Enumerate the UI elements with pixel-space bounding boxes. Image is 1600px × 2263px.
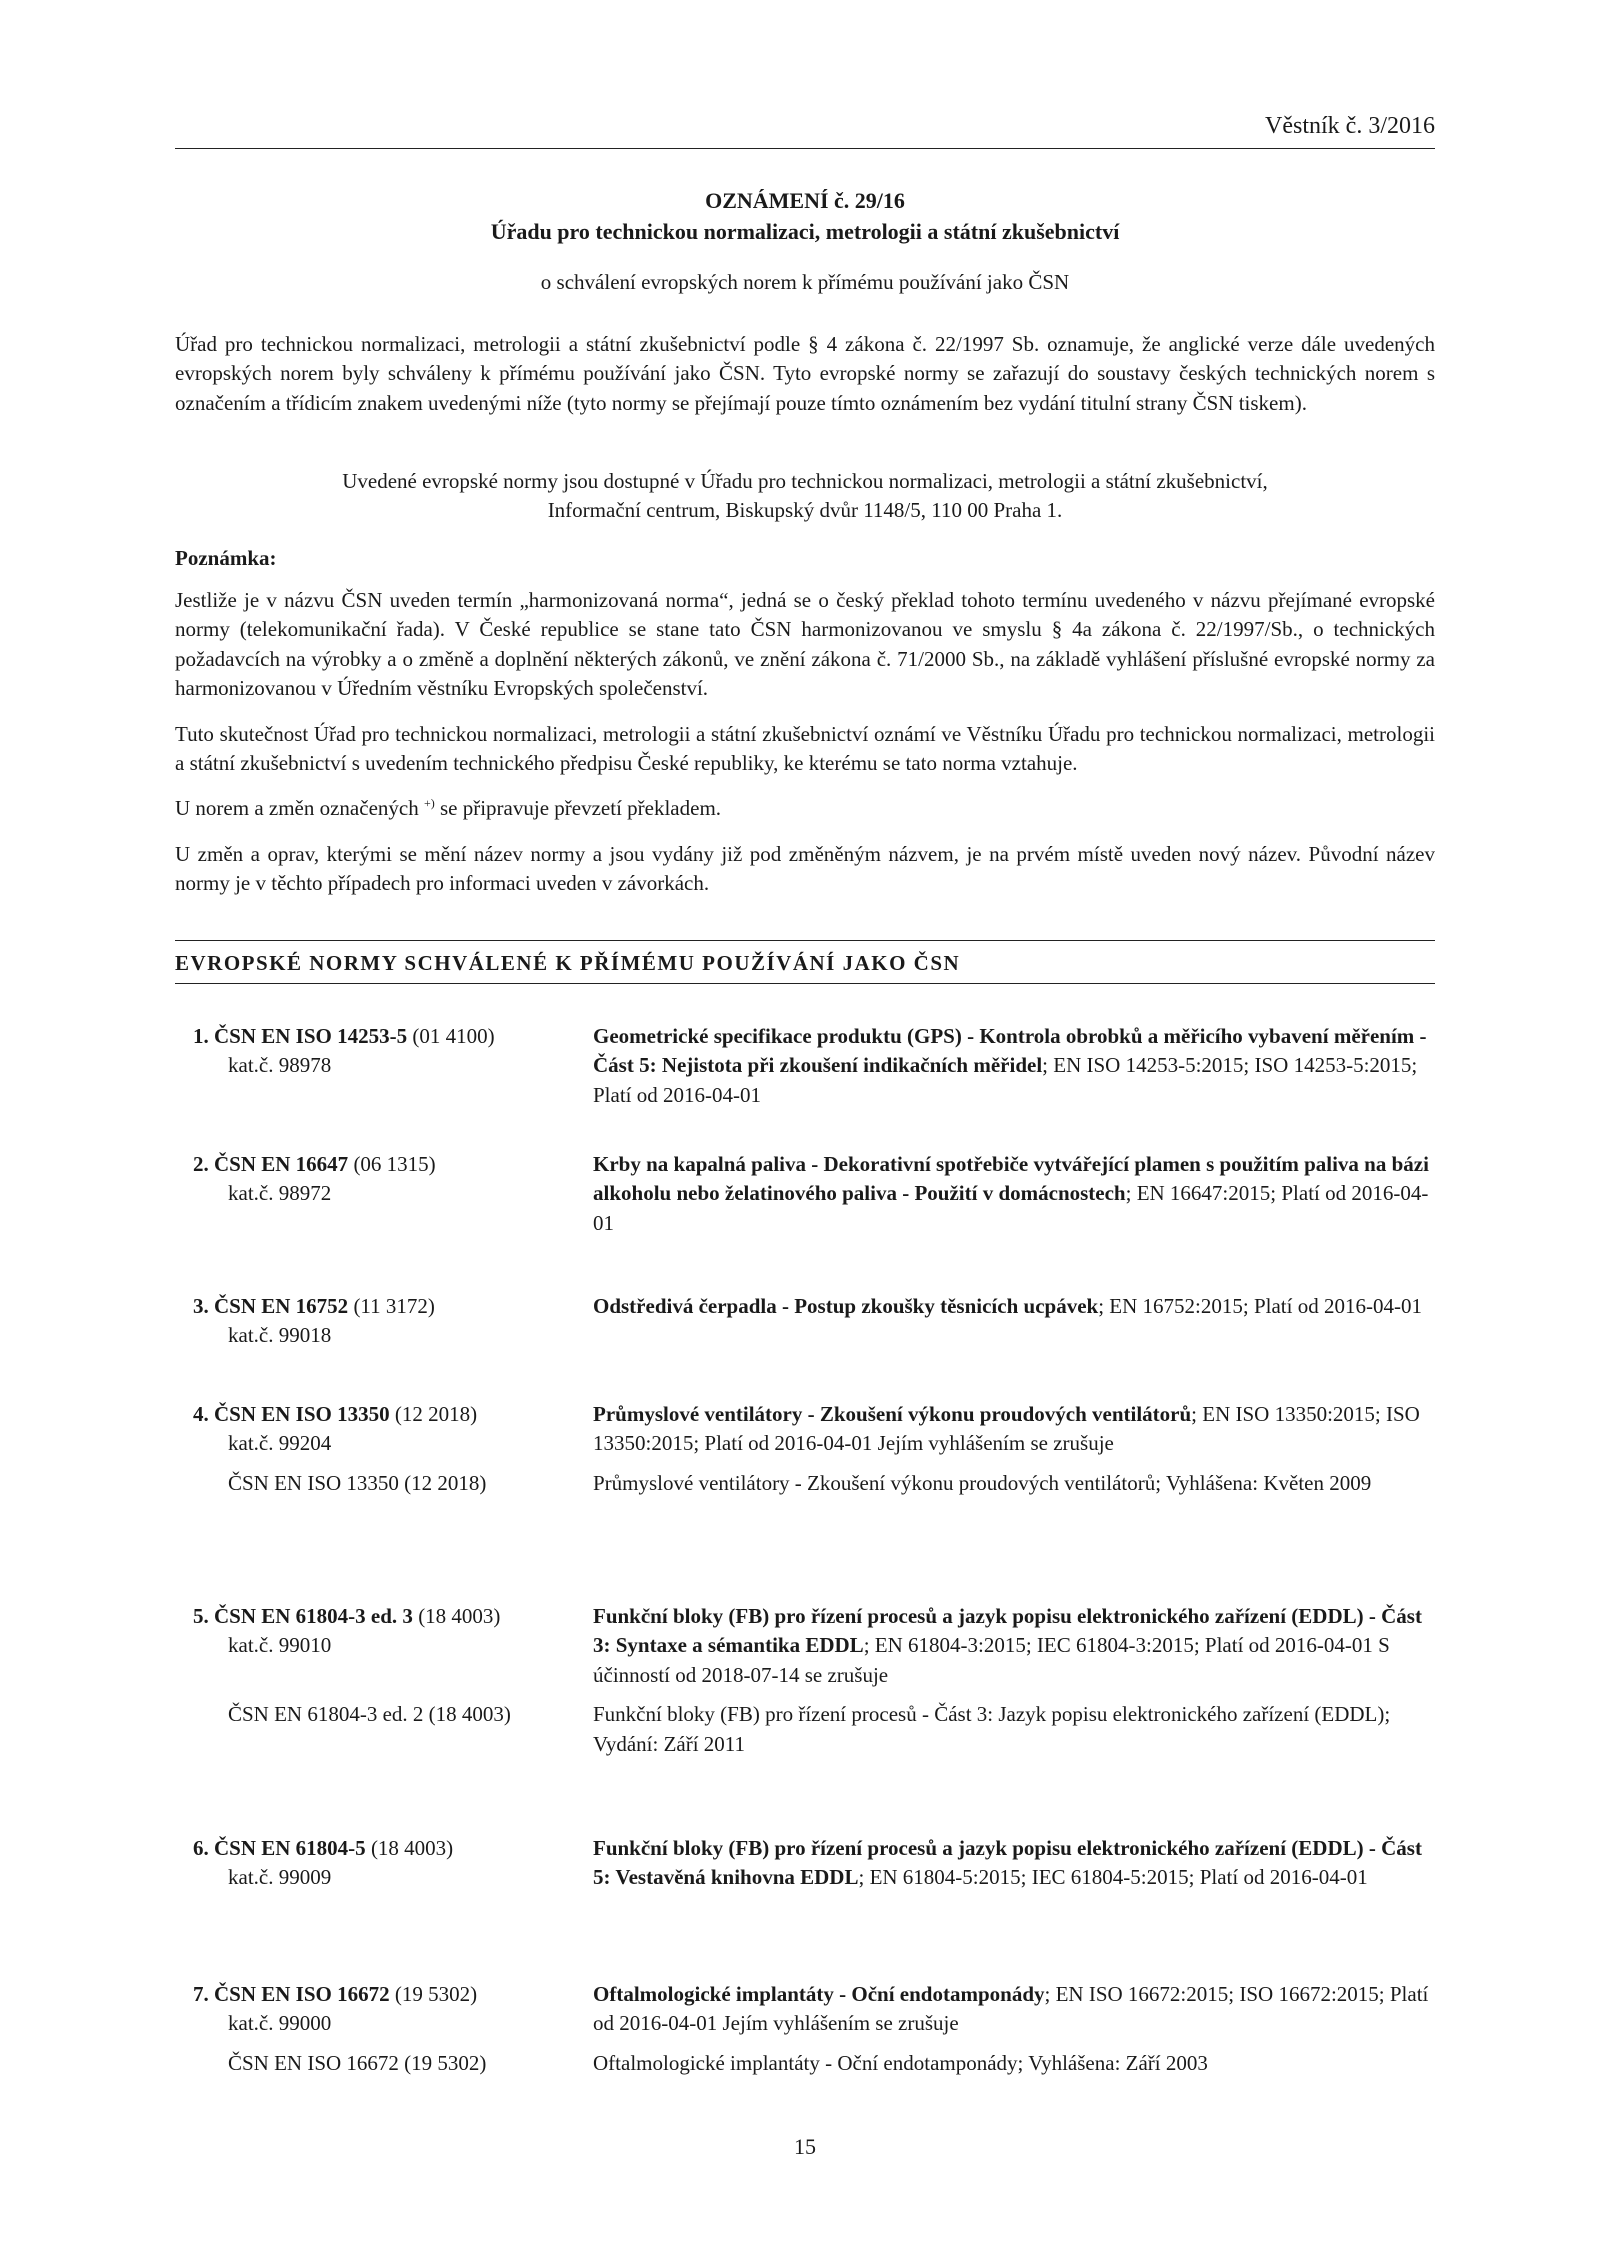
standard-catalog-number: kat.č. 99204	[228, 1431, 332, 1456]
standard-details: ; EN ISO 16672:2015; ISO 16672:2015; Platí od 2016-04-01 Jejím vyhlášením se zrušuje	[593, 1982, 1429, 2036]
withdrawn-standard-title: Průmyslové ventilátory - Zkoušení výkonu proudových ventilátorů; Vyhlášena: Květen 2009	[593, 1470, 1372, 1495]
standard-item	[175, 1150, 1435, 1238]
standard-title: Geometrické specifikace produktu (GPS) - Kontrola obrobků a měřicího vybavení měřením - Část 5: Nejistota při zkoušení indikačních měřidel	[593, 1024, 1427, 1078]
withdrawn-standard-title: Funkční bloky (FB) pro řízení procesů - Část 3: Jazyk popisu elektronického zařízení (EDDL); Vydání: Září 2011	[593, 1702, 1391, 1756]
standard-description	[593, 1022, 1435, 1110]
withdrawn-standard-number: ČSN EN ISO 16672 (19 5302)	[228, 2050, 487, 2075]
standard-description	[593, 1150, 1435, 1238]
note-paragraph: Jestliže je v názvu ČSN uveden termín „harmonizovaná norma“, jedná se o český překlad tohoto termínu uvedeného v názvu přejímané evropské normy (telekomunikační řada). V České republice se stane tato ČSN harmonizovanou ve smyslu § 4a zákona č. 22/1997/Sb., o technických požadavcích na výrobky a o změně a doplnění některých zákonů, ve znění zákona č. 71/2000 Sb., na základě vyhlášení příslušné evropské normy za harmonizovanou v Úředním věstníku Evropských společenství.	[175, 588, 1435, 701]
standard-description	[593, 1834, 1435, 1893]
section-heading: EVROPSKÉ NORMY SCHVÁLENÉ K PŘÍMÉMU POUŽÍVÁNÍ JAKO ČSN	[175, 940, 1435, 984]
standard-number: 4. ČSN EN ISO 13350 (12 2018)	[193, 1402, 478, 1426]
standard-details: ; EN ISO 14253-5:2015; ISO 14253-5:2015; Platí od 2016-04-01	[593, 1053, 1418, 1107]
intro-paragraph: Úřad pro technickou normalizaci, metrologii a státní zkušebnictví podle § 4 zákona č. 22/1997 Sb. oznamuje, že anglické verze dále uvedených evropských norem byly schváleny k přímému používání jako ČSN. Tyto evropské normy se zařazují do soustavy českých technických norem s označením a třídicím znakem uvedenými níže (tyto normy se přejímají pouze tímto oznámením bez vydání titulní strany ČSN tiskem).	[175, 332, 1435, 415]
standard-catalog-number: kat.č. 99000	[228, 2011, 332, 2036]
standard-item	[175, 1602, 1435, 1759]
notice-number: OZNÁMENÍ č. 29/16	[705, 188, 905, 213]
standard-number: 3. ČSN EN 16752 (11 3172)	[193, 1294, 435, 1318]
rename-paragraph: U změn a oprav, kterými se mění název normy a jsou vydány již pod změněným názvem, je na prvém místě uveden nový název. Původní název normy je v těchto případech pro informaci uveden v závorkách.	[175, 842, 1435, 896]
withdrawn-standard	[175, 1469, 1435, 1498]
standard-title: Průmyslové ventilátory - Zkoušení výkonu proudových ventilátorů	[593, 1402, 1192, 1426]
standard-catalog-number: kat.č. 99009	[228, 1865, 332, 1890]
translation-text-before: U norem a změn označených	[175, 796, 424, 820]
journal-header: Věstník č. 3/2016	[175, 110, 1435, 149]
translation-mark: +)	[423, 796, 435, 810]
withdrawn-standard	[175, 1700, 1435, 1759]
note-label: Poznámka:	[175, 546, 277, 570]
standard-title: Odstředivá čerpadla - Postup zkoušky těsnicích ucpávek	[593, 1294, 1099, 1318]
translation-text-after: se připravuje převzetí překladem.	[434, 796, 722, 820]
standard-description	[593, 1980, 1435, 2039]
standard-details: ; EN ISO 13350:2015; ISO 13350:2015; Platí od 2016-04-01 Jejím vyhlášením se zrušuje	[593, 1402, 1420, 1456]
standard-description	[593, 1602, 1435, 1690]
standard-number: 6. ČSN EN 61804-5 (18 4003)	[193, 1836, 454, 1860]
notice-title	[175, 186, 1435, 248]
standard-title: Oftalmologické implantáty - Oční endotamponády	[593, 1982, 1045, 2006]
standard-details: ; EN 16752:2015; Platí od 2016-04-01	[1098, 1294, 1422, 1318]
standard-title: Funkční bloky (FB) pro řízení procesů a jazyk popisu elektronického zařízení (EDDL) - Část 3: Syntaxe a sémantika EDDL	[593, 1604, 1422, 1658]
standard-item	[175, 1834, 1435, 1893]
standard-description	[593, 1292, 1435, 1351]
standard-title: Krby na kapalná paliva - Dekorativní spotřebiče vytvářející plamen s použitím paliva na bázi alkoholu nebo želatinového paliva - Použití v domácnostech	[593, 1152, 1429, 1206]
standard-number: 7. ČSN EN ISO 16672 (19 5302)	[193, 1982, 478, 2006]
withdrawn-standard-title: Oftalmologické implantáty - Oční endotamponády; Vyhlášena: Září 2003	[593, 2050, 1208, 2075]
standard-item	[175, 1980, 1435, 2078]
page-number: 15	[794, 2134, 816, 2159]
withdrawn-standard	[175, 2049, 1435, 2078]
standard-number: 1. ČSN EN ISO 14253-5 (01 4100)	[193, 1024, 495, 1048]
withdrawn-standard-number: ČSN EN 61804-3 ed. 2 (18 4003)	[228, 1702, 511, 1727]
standard-details: ; EN 61804-3:2015; IEC 61804-3:2015; Platí od 2016-04-01 S účinností od 2018-07-14 se zrušuje	[593, 1633, 1390, 1687]
standard-title: Funkční bloky (FB) pro řízení procesů a jazyk popisu elektronického zařízení (EDDL) - Část 5: Vestavěná knihovna EDDL	[593, 1836, 1422, 1890]
standard-item	[175, 1400, 1435, 1498]
standard-details: ; EN 61804-5:2015; IEC 61804-5:2015; Platí od 2016-04-01	[858, 1865, 1368, 1890]
standard-catalog-number: kat.č. 99010	[228, 1633, 332, 1658]
standard-catalog-number: kat.č. 98972	[228, 1181, 332, 1206]
standard-catalog-number: kat.č. 99018	[228, 1323, 332, 1348]
availability-paragraph	[175, 467, 1435, 526]
notice-issuer: Úřadu pro technickou normalizaci, metrologii a státní zkušebnictví	[490, 218, 1120, 244]
translation-paragraph	[175, 794, 1435, 823]
standard-details: ; EN 16647:2015; Platí od 2016-04-01	[593, 1181, 1429, 1235]
standard-description	[593, 1400, 1435, 1459]
standard-number: 5. ČSN EN 61804-3 ed. 3 (18 4003)	[193, 1604, 501, 1628]
standard-number: 2. ČSN EN 16647 (06 1315)	[193, 1152, 436, 1176]
standard-item	[175, 1022, 1435, 1110]
fact-paragraph: Tuto skutečnost Úřad pro technickou normalizaci, metrologii a státní zkušebnictví oznámí ve Věstníku Úřadu pro technickou normalizaci, metrologii a státní zkušebnictví s uvedením technického předpisu České republiky, ke kterému se tato norma vztahuje.	[175, 722, 1435, 776]
availability-line-2: Informační centrum, Biskupský dvůr 1148/5, 110 00 Praha 1.	[547, 498, 1063, 523]
notice-subtitle: o schválení evropských norem k přímému používání jako ČSN	[540, 270, 1070, 294]
availability-line-1: Uvedené evropské normy jsou dostupné v Úřadu pro technickou normalizaci, metrologii a státní zkušebnictví,	[342, 469, 1268, 493]
withdrawn-standard-number: ČSN EN ISO 13350 (12 2018)	[228, 1470, 487, 1495]
standard-item	[175, 1292, 1435, 1351]
standard-catalog-number: kat.č. 98978	[228, 1053, 332, 1078]
